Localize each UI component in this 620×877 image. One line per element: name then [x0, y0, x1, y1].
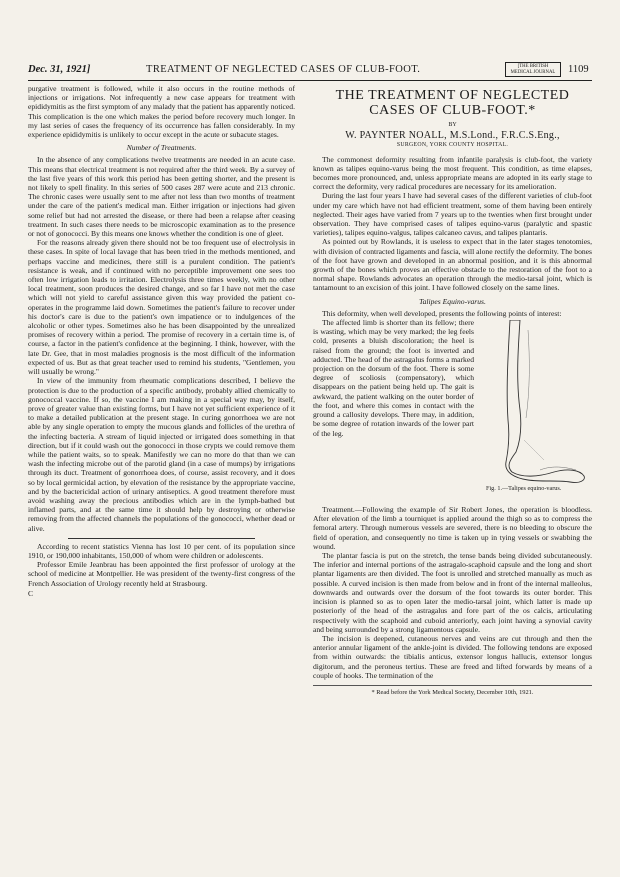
article-paragraph-1: The commonest deformity resulting from infantile paralysis is club-foot, the variety known as talipes equino-varus being the most frequent. This condition, as time elapses, becomes more pronounced, and, unless appropriate means are adopted in its early stage to correct the deformity, very radical procedures are necessary for its amelioration. [313, 154, 592, 192]
article-paragraph-2: During the last four years I have had several cases of the different varieties of club-foot under my care which have not had efficient treatment, some of them having been entirely neglected. Their ages have varied from 7 years up to the twenties when first brought under observation. They have comprised cases of talipes equino-varus (paralytic and spastic varieties), talipes equino-valgus, talipes calcaneo cavus, and talipes plantaris. [313, 191, 592, 238]
news-item-vienna: According to recent statistics Vienna has lost 10 per cent. of its population since 1910, or 190,000 inhabitants, 150,000 of whom were children or adolescents. [28, 541, 295, 560]
article-paragraph-5: The affected limb is shorter than its fellow; there is wasting, which may be very marked; the leg feels cold, presents a bluish discoloration; the heel is raised from the ground; the foot is inverted and adducted. The head of the astragalus forms a marked projection on the dorsum of the foot. There is some degree of scoliosis (compensatory), which disappears on the patient being held up. The gait is awkward, the patient walking on the outer border of the foot, and where this comes in contact with the ground a callosity develops. There may, in addition, be some degree of rotation inwards of the lower part of the leg. [313, 318, 474, 438]
article-title: THE TREATMENT OF NEGLECTED CASES OF CLUB-FOOT.* [335, 88, 570, 118]
article-subheading: Talipes Equino-varus. [419, 296, 486, 306]
header-page-number: 1109 [568, 64, 589, 75]
article-footnote: * Read before the York Medical Society, December 10th, 1921. [313, 685, 592, 697]
running-header [28, 62, 592, 81]
left-paragraph-2: In the absence of any complications twelve treatments are needed in an acute case. This means that electrical treatment is not required after the third week. By a survey of the last five years of this work this period has been getting shorter, and the present is not likely to spell finality. In this series of 500 cases 287 were acute and 213 chronic. The chronic cases were usually sent to me after not less than two months of treatment under the care of the patient's medical man. Either irrigation or injections had given some relief but had not arrested the disease, or there had been a relapse after ceasing treatment. In such cases there needs to be microscopic examination as to the presence or not of gonococci. By this means one knows whether the condition is one of gleet. [28, 155, 295, 239]
article-paragraph-6: Treatment.—Following the example of Sir Robert Jones, the operation is bloodless. After elevation of the limb a tourniquet is applied around the thigh so as to compress the femoral artery. Through numerous vessels are severed, there is no bleeding to obscure the field of operation, and consequently no time is taken up in tying vessels or swabbing the wound. [313, 505, 592, 551]
article-paragraph-8: The incision is deepened, cutaneous nerves and veins are cut through and then the anterior annular ligament of the ankle-joint is divided. The following tendons are exposed from within outwards: the tibialis anticus, extensor longus hallucis, extensor longus digitorum, and the peroneus tertius. These are freed and lifted forwards by means of a couple of hooks. The termination of the [313, 633, 592, 680]
figure-1-caption: Fig. 1.—Talipes equino-varus. [486, 485, 562, 493]
article-byline-by: BY [448, 122, 457, 128]
right-column [313, 84, 592, 697]
article-author: W. PAYNTER NOALL, M.S.Lond., F.R.C.S.Eng., [345, 130, 560, 142]
article-paragraph-7: The plantar fascia is put on the stretch, the tense bands being divided subcutaneously. The inferior and internal portions of the astragalo-scaphoid capsule and the long and short plantar ligaments are then divided. The foot is unrolled and stretched manually as much as possible. A curved incision is then made from below and in front of the internal malleolus, downwards and outwards over the dorsum of the foot towards its outer border. This incision is planned so as to open later the medio-tarsal joint, which latter is made up posteriorly of the head of the astragalus and fore part of the os calcis, articulating respectively with the scaphoid and cuboid anteriorly, each joint having a synovial cavity and being surrounded by a strong ligamentous capsule. [313, 551, 592, 634]
header-date: Dec. 31, 1921] [28, 64, 91, 75]
signature-mark: C [28, 588, 34, 598]
left-paragraph-1: purgative treatment is followed, while it also occurs in the routine methods of injections or irrigations. Not infrequently a new case appears for treatment with epididymitis as the first symptom of any malady that the patient has apparently noticed. This complication is the one which makes the period before recovery much longer. In my last series of cases the frequency of its occurrence has fallen considerably. In my experience epididymitis is unlikely to occur except in the acute or subacute stages. [28, 84, 295, 140]
article-paragraph-3: As pointed out by Rowlands, it is useless to expect that in the later stages tenotomies, with division of contracted ligaments and fascia, will alone rectify the deformity. The bones of the foot have grown and developed in an abnormal position, and it is this abnormal growth of the bones which proves an effective obstacle to the restoration of the foot to a normal shape. Rowlands advocates an operation through the medio-tarsal joint, which is tantamount to an excision of this joint. I have followed closely on the same lines. [313, 237, 592, 293]
header-journal-mark: [THE BRITISH MEDICAL JOURNAL [505, 62, 561, 77]
header-title: TREATMENT OF NEGLECTED CASES OF CLUB-FOOT. [146, 64, 421, 75]
left-column [28, 84, 295, 598]
left-subheading: Number of Treatments. [126, 143, 197, 153]
left-paragraph-4: In view of the immunity from rheumatic complications described, I believe the protection is due to the production of a specific antibody, probably allied chemically to gonococcal vaccine. If so, the vaccine I am making in a special way may, by itself, prove of greater value than existing forms, but I have not yet sufficient experience of it to make a detailed publication at the present stage. In curing gonorrhoea we are not able by any single operation to empty the mucous glands and follicles of the urethra of the infecting bacteria. A stream of liquid injected or irrigated does something in that direction, but if it could wash out the gonococci in those crypts we could remove them while the patient waits, so to speak. Manifestly we can no more do that than we can wash the infecting microbe out of the parotid gland (in a case of mumps) by irrigations through its duct. Treatment of gonorrhoea does, of course, assist recovery, and it does so by local germicidal action, by elevation of the resistance by the appropriate vaccine, and by the bactericidal action of urinary antiseptics. A good treatment therefore must avoid washing away the precious antibodies which are in the lymph-bathed but inflamed parts, and at the same time it should help by destroying or otherwise removing from the affected channels the populations of the gonococci, whether dead or alive. [28, 376, 295, 533]
news-item-jeanbrau: Professor Emile Jeanbrau has been appointed the first professor of urology at the school of medicine at Montpellier. He was president of the twenty-first congress of the French Association of Urology recently held at Strasbourg. [28, 560, 295, 588]
clubfoot-illustration [480, 320, 592, 485]
article-paragraph-4: This deformity, when well developed, presents the following points of interest: [322, 308, 562, 318]
article-institution: SURGEON, YORK COUNTY HOSPITAL. [396, 142, 509, 149]
left-paragraph-3: For the reasons already given there should not be too frequent use of electrolysis in these cases. In spite of local lavage that has been tried in the methods mentioned, and perhaps vaccine and medicines, there still is a purulent condition. The patient's resistance is weak, and if continued with no perceptible improvement one sees too often low irrigation leads to irritation. Electrolysis three times weekly, with no other local treatment, soon produces the desired change, and so far I have not met the case which will not yield to careful assistance given this way provided the patient co-operates in the programme laid down. Sometimes the patient's failure to recover under his doctor's care is due to the patient's own impatience or to indulgences of the alcoholic or other types. Sometimes also he has been disappointed by the unrealized promises of recovery within a period. The promise of recovery in a certain time is, of course, a factor in the patient's confidence at the beginning. I think, however, with the late Dr. Gee, that in most maladies prognosis is the most difficult of the information expected of us. But as that great teacher used to remind his students, "Gentlemen, you will usually be wrong." [28, 238, 295, 377]
section-divider [68, 538, 255, 539]
figure-1 [480, 320, 592, 503]
